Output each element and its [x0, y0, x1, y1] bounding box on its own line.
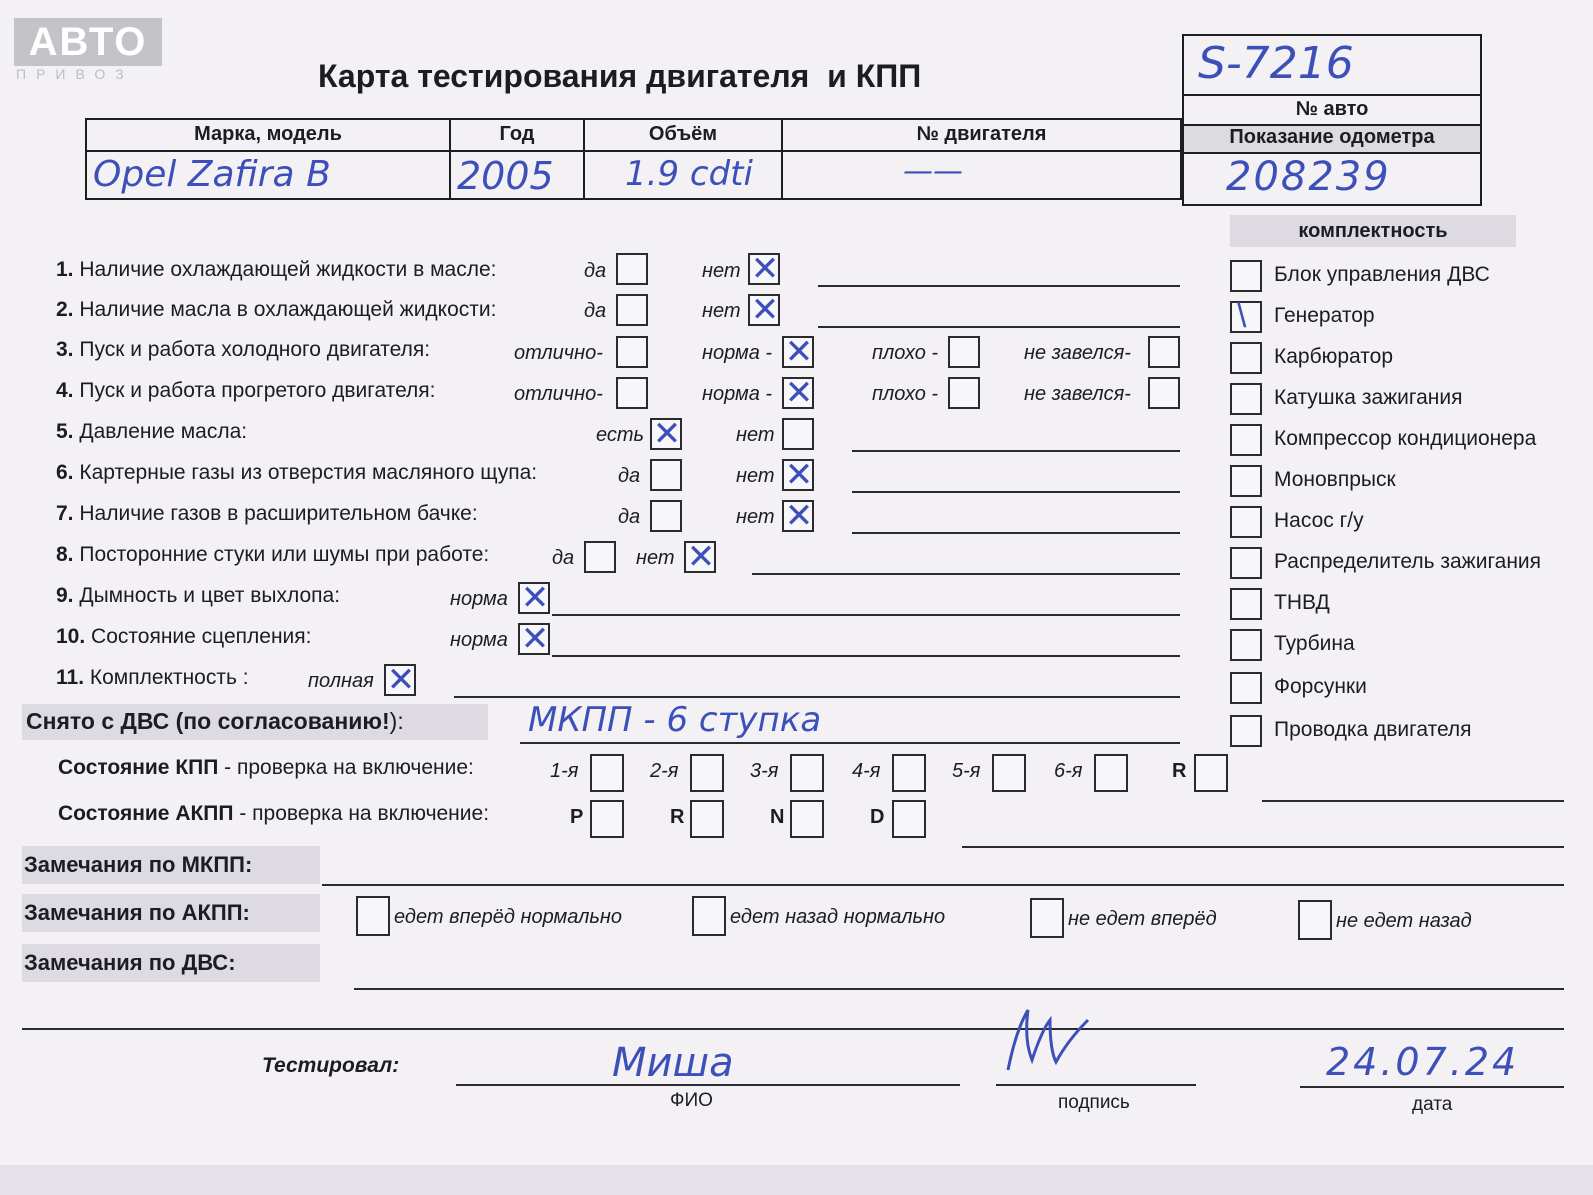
option-label: нет — [702, 260, 741, 282]
item-number: 10. — [56, 625, 86, 648]
akpp-remark-checkbox[interactable] — [356, 896, 390, 936]
option-label: не завелся- — [1024, 383, 1131, 405]
engine-label: № двигателя — [916, 123, 1047, 145]
komplekt-item: Генератор — [1274, 304, 1375, 327]
gear-checkbox[interactable] — [690, 754, 724, 792]
item-number: 11. — [56, 666, 85, 689]
model-value[interactable]: Opel Zafira B — [93, 154, 331, 195]
item-number: 7. — [56, 502, 74, 525]
date-line[interactable] — [1300, 1086, 1564, 1088]
akpp-label-tail: - проверка на включение: — [233, 802, 490, 825]
gear-label: 6-я — [1054, 760, 1083, 782]
removed-label-tail: ): — [389, 708, 404, 734]
option-label: нет — [702, 300, 741, 322]
remarks-dvs-line[interactable] — [354, 988, 1564, 990]
checkbox-yes[interactable] — [650, 418, 682, 450]
fio-line[interactable] — [456, 1084, 960, 1086]
gear-label: 3-я — [750, 760, 779, 782]
volume-value[interactable]: 1.9 cdti — [625, 154, 753, 194]
komplekt-item: Моновпрыск — [1274, 468, 1396, 491]
comment-line[interactable] — [552, 655, 1180, 657]
kpp-label — [58, 756, 474, 780]
paper-edge — [0, 1165, 1593, 1195]
option-label: норма - — [702, 383, 773, 405]
akpp-remark-checkbox[interactable] — [1298, 900, 1332, 940]
item-number: 8. — [56, 543, 74, 566]
odometer-label: Показание одометра — [1229, 126, 1435, 148]
komplekt-checkbox[interactable] — [1230, 588, 1262, 620]
akpp-line[interactable] — [962, 846, 1564, 848]
komplekt-item: Турбина — [1274, 632, 1355, 655]
mode-label: P — [570, 806, 584, 828]
item-8 — [56, 543, 489, 567]
date-value[interactable]: 24.07.24 — [1326, 1040, 1520, 1084]
removed-label-bold2: (по согласованию! — [175, 708, 390, 734]
volume-label: Объём — [648, 123, 718, 145]
comment-line[interactable] — [818, 285, 1180, 287]
komplekt-checkbox[interactable] — [1230, 424, 1262, 456]
logo-subtitle: ПРИВОЗ — [16, 66, 134, 82]
item-number: 4. — [56, 379, 74, 402]
gear-checkbox[interactable] — [1194, 754, 1228, 792]
mode-label: R — [670, 806, 685, 828]
komplekt-item: Блок управления ДВС — [1274, 263, 1490, 286]
checkbox-no[interactable] — [782, 418, 814, 450]
option-label: норма - — [702, 342, 773, 364]
fio-label: ФИО — [670, 1090, 713, 1111]
akpp-remark-checkbox[interactable] — [1030, 898, 1064, 938]
car-number-value[interactable]: S-7216 — [1198, 38, 1354, 89]
gear-label: 4-я — [852, 760, 881, 782]
checkbox-excellent[interactable] — [616, 377, 648, 409]
komplekt-checkbox[interactable] — [1230, 301, 1262, 333]
car-number-label: № авто — [1295, 98, 1369, 120]
option-label: да — [618, 465, 641, 487]
signature-scribble[interactable] — [998, 990, 1098, 1090]
komplekt-item: Катушка зажигания — [1274, 386, 1463, 409]
komplekt-item: Проводка двигателя — [1274, 718, 1472, 741]
kpp-line[interactable] — [1262, 800, 1564, 802]
komplekt-checkbox[interactable] — [1230, 383, 1262, 415]
removed-label-bold: Снято с ДВС — [26, 708, 170, 734]
year-cell — [451, 120, 585, 198]
komplekt-checkbox[interactable] — [1230, 629, 1262, 661]
checkbox-no[interactable] — [748, 294, 780, 326]
signature-line[interactable] — [996, 1084, 1196, 1086]
checkbox-full[interactable] — [384, 664, 416, 696]
item-text: Давление масла: — [79, 420, 248, 443]
gear-checkbox[interactable] — [590, 754, 624, 792]
akpp-remark-label: не едет вперёд — [1068, 908, 1217, 930]
engine-cell — [783, 120, 1180, 198]
option-label: отлично- — [514, 342, 603, 364]
akpp-remark-label: едет назад нормально — [730, 906, 946, 928]
komplekt-title: комплектность — [1230, 215, 1516, 247]
checkbox-yes[interactable] — [616, 294, 648, 326]
remarks-mkpp-line[interactable] — [322, 884, 1564, 886]
komplekt-item: Распределитель зажигания — [1274, 550, 1542, 573]
checkbox-no[interactable] — [782, 459, 814, 491]
engine-value[interactable]: —— — [903, 154, 963, 189]
option-label: да — [584, 260, 607, 282]
item-text: Комплектность : — [89, 666, 249, 689]
option-label: есть — [596, 424, 645, 446]
model-cell — [87, 120, 451, 198]
gear-checkbox[interactable] — [992, 754, 1026, 792]
fio-value[interactable]: Миша — [612, 1040, 734, 1086]
item-4 — [56, 379, 436, 403]
checkbox-no[interactable] — [782, 500, 814, 532]
tested-label: Тестировал: — [262, 1054, 400, 1077]
checkbox-bad[interactable] — [948, 377, 980, 409]
gear-label: R — [1172, 760, 1187, 782]
option-label: плохо - — [872, 342, 939, 364]
date-label: дата — [1412, 1094, 1453, 1115]
komplekt-item: ТНВД — [1274, 591, 1330, 614]
item-10 — [56, 625, 311, 649]
comment-line[interactable] — [752, 573, 1180, 575]
checkbox-no[interactable] — [748, 253, 780, 285]
item-5 — [56, 420, 247, 444]
komplekt-item: Насос г/у — [1274, 509, 1364, 532]
comment-line[interactable] — [454, 696, 1180, 698]
gear-checkbox[interactable] — [892, 754, 926, 792]
item-text: Наличие газов в расширительном бачке: — [79, 502, 478, 525]
akpp-remark-checkbox[interactable] — [692, 896, 726, 936]
item-text: Наличие масла в охлаждающей жидкости: — [79, 298, 497, 321]
gear-label: 1-я — [550, 760, 579, 782]
option-label: полная — [308, 670, 374, 692]
option-label: норма — [450, 629, 508, 651]
komplekt-checkbox[interactable] — [1230, 465, 1262, 497]
remarks-mkpp-label: Замечания по МКПП: — [24, 852, 253, 877]
option-label: плохо - — [872, 383, 939, 405]
page-title: Карта тестирования двигателя и КПП — [318, 58, 922, 94]
komplekt-item: Карбюратор — [1274, 345, 1394, 368]
mode-label: N — [770, 806, 785, 828]
checkbox-normal[interactable] — [782, 377, 814, 409]
item-2 — [56, 298, 496, 322]
removed-label — [26, 708, 404, 735]
checkbox-not-started[interactable] — [1148, 377, 1180, 409]
akpp-label — [58, 802, 489, 826]
item-number: 9. — [56, 584, 74, 607]
checkbox-yes[interactable] — [616, 253, 648, 285]
item-3 — [56, 338, 430, 362]
komplekt-checkbox[interactable] — [1230, 672, 1262, 704]
mode-label: D — [870, 806, 885, 828]
checkbox-yes[interactable] — [650, 459, 682, 491]
gear-checkbox[interactable] — [1094, 754, 1128, 792]
item-6 — [56, 461, 537, 485]
item-11 — [56, 666, 249, 690]
option-label: нет — [636, 547, 675, 569]
option-label: норма — [450, 588, 508, 610]
komplekt-checkbox[interactable] — [1230, 506, 1262, 538]
removed-value[interactable]: МКПП - 6 ступка — [528, 700, 822, 740]
vehicle-header-table — [85, 118, 1182, 200]
car-number-box — [1182, 34, 1482, 206]
item-1 — [56, 258, 496, 282]
comment-line[interactable] — [852, 491, 1180, 493]
removed-line[interactable] — [520, 742, 1180, 744]
checkbox-normal[interactable] — [518, 623, 550, 655]
option-label: да — [584, 300, 607, 322]
item-number: 2. — [56, 298, 74, 321]
kpp-label-bold: Состояние КПП — [58, 756, 219, 779]
option-label: да — [618, 506, 641, 528]
item-number: 5. — [56, 420, 74, 443]
checkbox-normal[interactable] — [518, 582, 550, 614]
item-number: 3. — [56, 338, 74, 361]
item-text: Картерные газы из отверстия масляного щупа: — [79, 461, 538, 484]
option-label: нет — [736, 465, 775, 487]
item-9 — [56, 584, 340, 608]
item-7 — [56, 502, 478, 526]
option-label: не завелся- — [1024, 342, 1131, 364]
item-text: Дымность и цвет выхлопа: — [79, 584, 341, 607]
item-text: Наличие охлаждающей жидкости в масле: — [79, 258, 497, 281]
akpp-label-bold: Состояние АКПП — [58, 802, 234, 825]
model-label: Марка, модель — [194, 123, 342, 145]
signature-label: подпись — [1058, 1092, 1130, 1113]
volume-cell — [585, 120, 783, 198]
remarks-dvs-label: Замечания по ДВС: — [24, 950, 236, 975]
checkbox-not-started[interactable] — [1148, 336, 1180, 368]
checkbox-excellent[interactable] — [616, 336, 648, 368]
remarks-dvs-line-2[interactable] — [22, 1028, 1564, 1030]
komplekt-checkbox[interactable] — [1230, 547, 1262, 579]
checkbox-yes[interactable] — [584, 541, 616, 573]
item-text: Пуск и работа прогретого двигателя: — [79, 379, 436, 402]
gear-label: 2-я — [650, 760, 679, 782]
mode-checkbox[interactable] — [690, 800, 724, 838]
option-label: отлично- — [514, 383, 603, 405]
option-label: нет — [736, 424, 775, 446]
gear-checkbox[interactable] — [790, 754, 824, 792]
option-label: да — [552, 547, 575, 569]
checkbox-normal[interactable] — [782, 336, 814, 368]
remarks-akpp-label: Замечания по АКПП: — [24, 900, 250, 925]
item-text: Состояние сцепления: — [91, 625, 312, 648]
comment-line[interactable] — [852, 450, 1180, 452]
mode-checkbox[interactable] — [790, 800, 824, 838]
item-number: 6. — [56, 461, 74, 484]
comment-line[interactable] — [818, 326, 1180, 328]
logo: АВТО — [14, 18, 162, 66]
mode-checkbox[interactable] — [590, 800, 624, 838]
checkbox-no[interactable] — [684, 541, 716, 573]
komplekt-checkbox[interactable] — [1230, 342, 1262, 374]
comment-line[interactable] — [552, 614, 1180, 616]
komplekt-item: Форсунки — [1274, 675, 1367, 698]
komplekt-checkbox[interactable] — [1230, 260, 1262, 292]
mode-checkbox[interactable] — [892, 800, 926, 838]
item-number: 1. — [56, 258, 74, 281]
gear-label: 5-я — [952, 760, 981, 782]
year-label: Год — [499, 123, 535, 145]
komplekt-checkbox[interactable] — [1230, 715, 1262, 747]
akpp-remark-label: едет вперёд нормально — [394, 906, 623, 928]
item-text: Посторонние стуки или шумы при работе: — [79, 543, 490, 566]
kpp-label-tail: - проверка на включение: — [218, 756, 474, 779]
akpp-remark-label: не едет назад — [1336, 910, 1472, 932]
year-value[interactable]: 2005 — [457, 154, 554, 198]
item-text: Пуск и работа холодного двигателя: — [79, 338, 431, 361]
option-label: нет — [736, 506, 775, 528]
checkbox-yes[interactable] — [650, 500, 682, 532]
checkbox-bad[interactable] — [948, 336, 980, 368]
komplekt-item: Компрессор кондиционера — [1274, 427, 1537, 450]
comment-line[interactable] — [852, 532, 1180, 534]
odometer-value[interactable]: 208239 — [1226, 154, 1391, 200]
